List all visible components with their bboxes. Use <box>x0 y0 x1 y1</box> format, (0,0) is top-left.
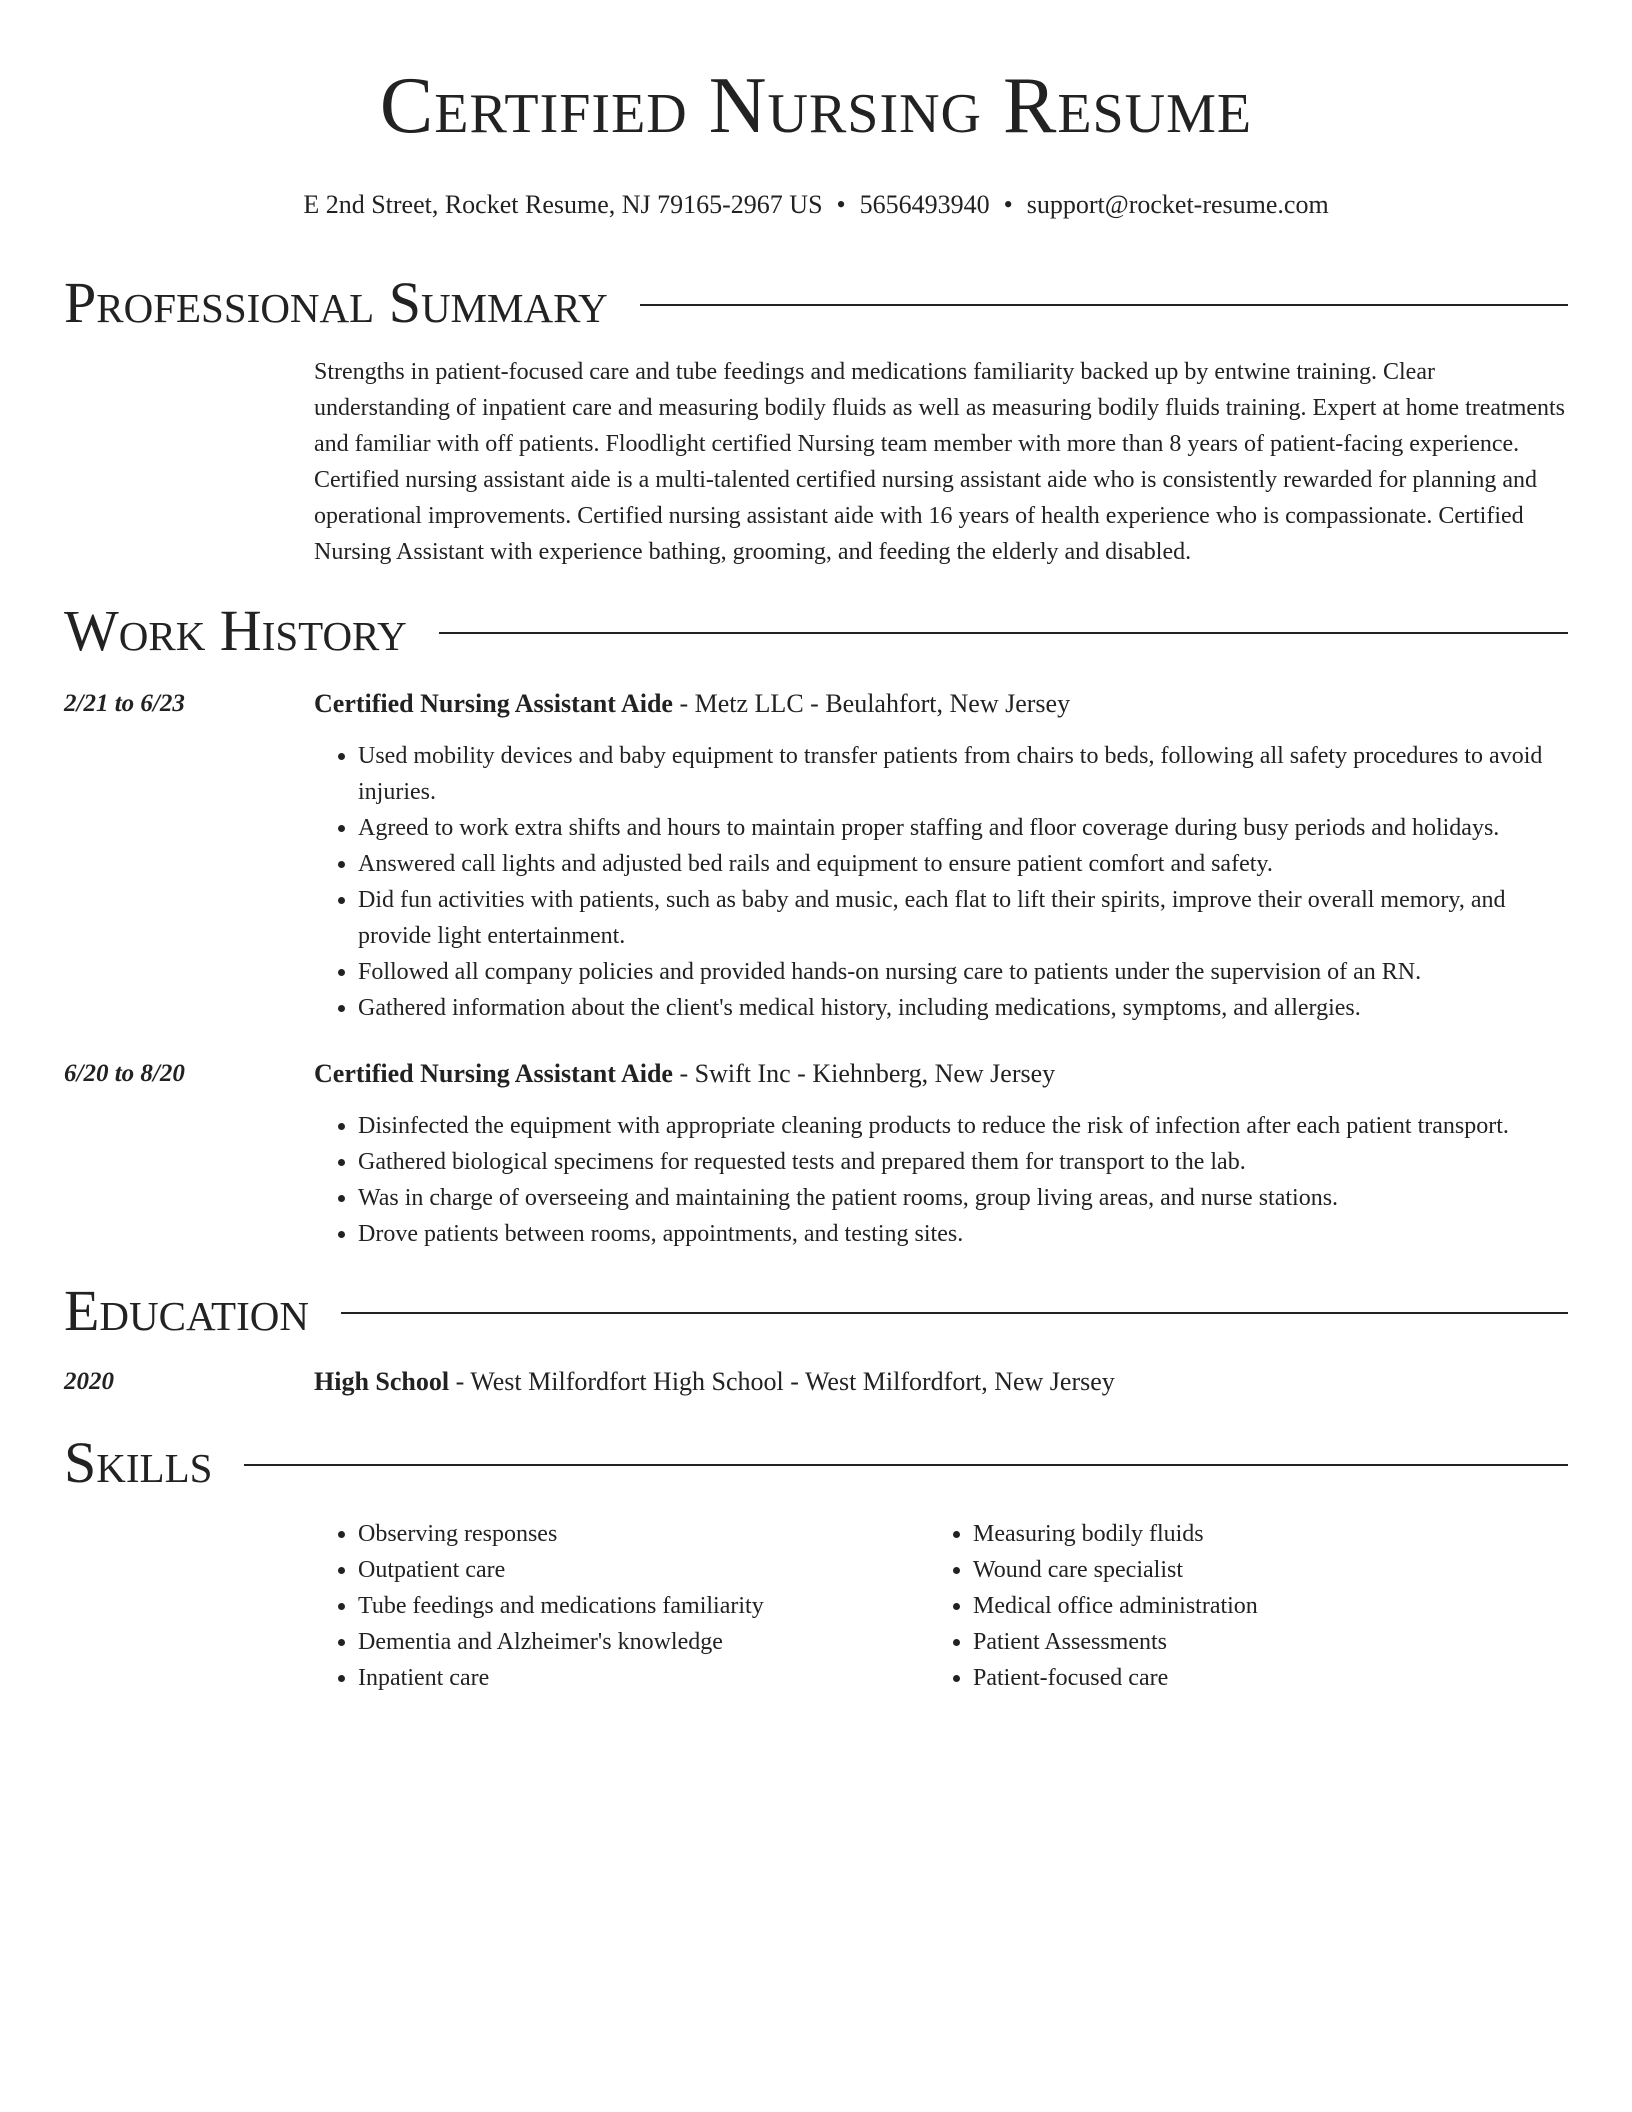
job-bullet: • Gathered information about the client's medical history, including medications, symptoms, and allergies. <box>358 990 1568 1026</box>
education-degree: High School <box>314 1367 450 1396</box>
job-employer: - Metz LLC - Beulahfort, New Jersey <box>672 689 1071 718</box>
job-title-line <box>314 1056 1568 1092</box>
education-section-heading <box>64 1278 1568 1344</box>
job-bullet: • Followed all company policies and provided hands-on nursing care to patients under the supervision of an RN. <box>358 954 1568 990</box>
job-bullet: • Drove patients between rooms, appointments, and testing sites. <box>358 1216 1568 1252</box>
contact-separator: • <box>836 190 846 219</box>
skills-columns <box>314 1516 1568 1696</box>
education-heading-text: Education <box>64 1278 309 1343</box>
job-dates: 6/20 to 8/20 <box>64 1060 185 1087</box>
summary-paragraph: Strengths in patient-focused care and tube feedings and medications familiarity backed up by entwine training. Clear understanding of inpatient care and measuring bodily fluids as well as measuring bodily fluids training. Expert at home treatments and familiar with off patients. Floodlight certified Nursing team member with more than 8 years of patient-facing experience. Certified nursing assistant aide is a multi-talented certified nursing assistant aide who is consistently rewarded for planning and operational improvements. Certified nursing assistant aide with 16 years of health experience who is compassionate. Certified Nursing Assistant with experience bathing, grooming, and feeding the elderly and disabled. <box>314 359 1566 565</box>
summary-heading-text: Professional Summary <box>64 270 608 335</box>
job-entry <box>64 1056 1568 1252</box>
section-divider <box>439 632 1568 634</box>
education-entry <box>64 1364 1568 1400</box>
job-bullet: • Answered call lights and adjusted bed rails and equipment to ensure patient comfort and safety. <box>358 846 1568 882</box>
summary-section-heading <box>64 270 1568 336</box>
job-title: Certified Nursing Assistant Aide <box>314 689 673 718</box>
work-heading-text: Work History <box>64 598 407 663</box>
contact-email[interactable]: support@rocket-resume.com <box>1026 190 1329 219</box>
job-bullet: • Was in charge of overseeing and maintaining the patient rooms, group living areas, and nurse stations. <box>358 1180 1568 1216</box>
skill-item: • Patient Assessments <box>973 1624 1544 1660</box>
section-divider <box>640 304 1568 306</box>
skill-item: • Observing responses <box>358 1516 929 1552</box>
skill-item: • Tube feedings and medications familiarity <box>358 1588 929 1624</box>
section-divider <box>341 1312 1568 1314</box>
contact-separator: • <box>1003 190 1013 219</box>
contact-address: E 2nd Street, Rocket Resume, NJ 79165-2967 US <box>303 190 823 219</box>
job-dates: 2/21 to 6/23 <box>64 690 185 717</box>
job-title: Certified Nursing Assistant Aide <box>314 1059 673 1088</box>
contact-phone: 5656493940 <box>859 190 990 219</box>
skill-item: • Inpatient care <box>358 1660 929 1696</box>
contact-line <box>64 188 1568 222</box>
skill-item: • Measuring bodily fluids <box>973 1516 1544 1552</box>
skill-item: • Wound care specialist <box>973 1552 1544 1588</box>
skill-item: • Dementia and Alzheimer's knowledge <box>358 1624 929 1660</box>
job-details <box>314 1056 1568 1252</box>
work-section-heading <box>64 598 1568 664</box>
job-employer: - Swift Inc - Kiehnberg, New Jersey <box>672 1059 1056 1088</box>
job-entry <box>64 686 1568 1026</box>
job-bullet: • Gathered biological specimens for requested tests and prepared them for transport to the lab. <box>358 1144 1568 1180</box>
skills-list-right <box>929 1516 1544 1696</box>
job-bullet: • Used mobility devices and baby equipment to transfer patients from chairs to beds, following all safety procedures to avoid injuries. <box>358 738 1568 810</box>
education-school: - West Milfordfort High School - West Milfordfort, New Jersey <box>449 1367 1115 1396</box>
job-bullet-list <box>314 1108 1568 1252</box>
resume-title: Certified Nursing Resume <box>379 62 1253 150</box>
job-details <box>314 686 1568 1026</box>
skill-item: • Medical office administration <box>973 1588 1544 1624</box>
section-divider <box>244 1464 1568 1466</box>
job-bullet: • Did fun activities with patients, such as baby and music, each flat to lift their spirits, improve their overall memory, and provide light entertainment. <box>358 882 1568 954</box>
skill-item: • Outpatient care <box>358 1552 929 1588</box>
education-line <box>314 1364 1115 1400</box>
skills-list-left <box>314 1516 929 1696</box>
education-year: 2020 <box>64 1368 114 1395</box>
job-title-line <box>314 686 1568 722</box>
skill-item: • Patient-focused care <box>973 1660 1544 1696</box>
job-bullet-list <box>314 738 1568 1026</box>
job-bullet: • Agreed to work extra shifts and hours to maintain proper staffing and floor coverage during busy periods and holidays. <box>358 810 1568 846</box>
skills-section-heading <box>64 1430 1568 1496</box>
job-bullet: • Disinfected the equipment with appropriate cleaning products to reduce the risk of infection after each patient transport. <box>358 1108 1568 1144</box>
skills-heading-text: Skills <box>64 1430 213 1495</box>
